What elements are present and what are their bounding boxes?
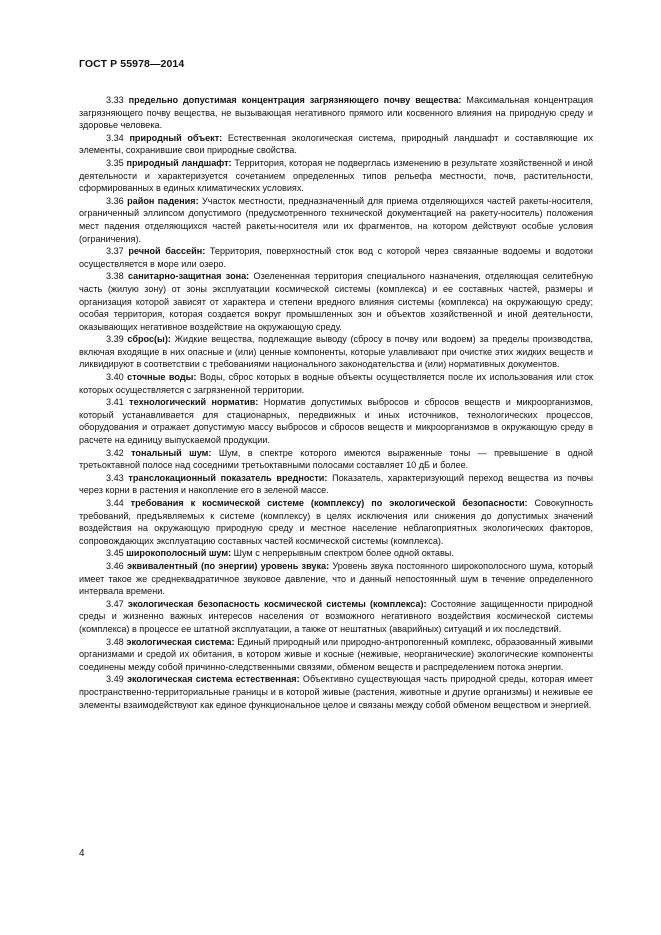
definition-entry (79, 245, 593, 270)
entry-number: 3.43 (106, 472, 124, 483)
entry-number: 3.33 (106, 95, 124, 105)
entry-number: 3.40 (106, 372, 124, 383)
entry-term: транслокационный показатель вредности: (128, 472, 328, 483)
entry-number: 3.35 (106, 157, 124, 168)
definition-entry (79, 195, 593, 245)
entry-term: экологическая система: (126, 636, 235, 647)
entry-term: экологическая система естественная: (126, 674, 300, 685)
entry-text: Озелененная территория специального назначения, отделяющая селитебную часть (жилую зону) от зоны эксплуатации космической системы (комплекса) и ее составных частей, размеры и организация которой зависят от характера и степени вредного влияния системы (комплекса) на окружающую среду; особая территория, которая создается вокруг промышленных зон и объектов хозяйственной и иной деятельности, оказывающих негативное воздействие на окружающую среду. (79, 271, 593, 332)
entry-text: Норматив допустимых выбросов и сбросов веществ и микроорганизмов, который устанавливается для стационарных, передвижных и иных источников, технологических процессов, оборудования и отражает допустимую массу выбросов и сбросов веществ и микроорганизмов в окружающую среду в расчете на единицу выпускаемой продукции. (79, 397, 593, 446)
entry-term: санитарно-защитная зона: (128, 271, 250, 282)
entry-term: широкополосный шум: (126, 548, 232, 559)
entry-text: Единый природный или природно-антропогенный комплекс, образованный живыми организмами и средой их обитания, в котором живые и косные (неживые, неорганические) экологические компоненты соединены между собой причинно-следственными связями, обменом веществ и распределением потока энергии. (79, 636, 594, 672)
definition-entry (79, 472, 593, 497)
entry-term: требования к космической системе (комплексу) по экологической безопасности: (130, 498, 528, 508)
entry-text: Состояние защищенности природной среды и жизненно важных интересов населения от возможного негативного воздействия космической системы (комплекса) в процессе ее штатной эксплуатации, а также от нештатных (аварийных) ситуаций и их последствий. (79, 598, 594, 634)
entry-term: речной бассейн: (128, 246, 206, 257)
entry-number: 3.37 (106, 246, 124, 257)
entry-number: 3.49 (106, 674, 124, 685)
entry-text: Объективно существующая часть природной среды, которая имеет пространственно-территориальные границы и в которой живые (растения, животные и другие организмы) и неживые ее элементы взаимодействуют как единое функциональное целое и связаны между собой обменом веществом и энергией. (79, 674, 593, 710)
entry-text: Максимальная концентрация загрязняющего почву вещества, не вызывающая негативного прямого или косвенного влияния на природную среду и здоровье человека. (79, 95, 594, 131)
definition-entry (79, 673, 593, 711)
entry-text: Показатель, характеризующий переход вещества из почвы через корни в растения и накопление его в зеленой массе. (79, 472, 594, 496)
definition-entry (79, 132, 593, 157)
entry-number: 3.41 (106, 397, 124, 408)
entry-number: 3.38 (106, 271, 124, 282)
entry-term: эквивалентный (по энергии) уровень звука: (126, 560, 330, 571)
definition-entry (79, 447, 593, 472)
entry-number: 3.46 (106, 560, 124, 571)
entry-text: Территория, поверхностный сток вод с которой через связанные водоемы и водотоки осуществляется в море или озеро. (79, 246, 594, 269)
entry-text: Совокупность требований, предъявляемых к системе (комплексу) в целях исключения или снижения до допустимых значений воздействия на окружающую природную среду и местное население неблагоприятных экологических факторов, сопровождающих эксплуатацию составных частей космической системы (комплекса). (79, 498, 594, 546)
entry-text: Естественная экологическая система, природный ландшафт и составляющие их элементы, сохранившие свои природные свойства. (79, 132, 593, 156)
definition-entry (79, 547, 593, 560)
entry-term: предельно допустимая концентрация загрязняющего почву вещества: (128, 95, 462, 105)
entry-text: Шум, в спектре которого имеются выраженные тоны — превышение в одной третьоктавной полосе над соседними третьоктавными полосами составляет 10 дБ и более. (79, 447, 593, 471)
entry-text: Участок местности, предназначенный для приема отделяющихся частей ракеты-носителя, ограниченный эллипсом допустимого (предусмотренного технической документацией на ракету-носитель) положения мест падения отделяющихся частей ракеты-носителя или их фрагментов, на котором действуют особые условия (ограничения). (79, 195, 593, 244)
definition-entry (79, 371, 593, 396)
page-number: 4 (79, 848, 85, 859)
definition-entry (79, 94, 593, 132)
entry-number: 3.44 (106, 498, 124, 508)
definition-entry (79, 396, 593, 446)
entry-term: сброс(ы): (127, 334, 171, 345)
entry-text: Воды, сброс которых в водные объекты осуществляется после их использования или сток которых осуществляется с загрязненной территории. (79, 372, 593, 395)
entry-number: 3.39 (106, 334, 124, 345)
entry-term: природный объект: (129, 132, 223, 143)
entry-text: Уровень звука постоянного широкополосного шума, который имеет такое же среднеквадратичное звуковое давление, что и данный непостоянный шум в течение определенного интервала времени. (79, 560, 593, 597)
definition-entry (79, 598, 593, 636)
entry-term: район падения: (127, 195, 199, 206)
definition-entry (79, 157, 593, 195)
definition-entry (79, 497, 593, 547)
entry-text: Шум с непрерывным спектром более одной октавы. (233, 548, 454, 559)
definition-entry (79, 270, 593, 333)
entry-term: экологическая безопасность космической системы (комплекса): (127, 598, 427, 609)
entry-number: 3.34 (106, 132, 124, 143)
entry-number: 3.36 (106, 195, 124, 206)
entry-term: сточные воды: (127, 372, 197, 383)
entry-number: 3.47 (106, 598, 124, 609)
entry-text: Жидкие вещества, подлежащие выводу (сбросу в почву или водоем) за пределы производства, включая входящие в них опасные и (или) ценные компоненты, которые улавливают при очистке этих жидких веществ и ликвидируют в соответствии с требованиями национального законодательства и (или) нормативных документов. (79, 334, 593, 370)
definition-entry (79, 636, 593, 674)
standard-header: ГОСТ Р 55978—2014 (79, 58, 185, 70)
entry-term: технологический норматив: (129, 397, 259, 408)
definition-entry (79, 333, 593, 371)
definition-entry (79, 560, 593, 598)
definitions-list (79, 94, 593, 711)
entry-number: 3.42 (106, 447, 124, 458)
entry-term: тональный шум: (131, 447, 212, 458)
entry-number: 3.48 (106, 636, 124, 647)
entry-text: Территория, которая не подверглась изменению в результате хозяйственной и иной деятельности и характеризуется сочетанием определенных типов рельефа местности, почв, растительности, сформированных в единых климатических условиях. (79, 157, 593, 194)
entry-term: природный ландшафт: (126, 157, 232, 168)
entry-number: 3.45 (106, 548, 124, 559)
